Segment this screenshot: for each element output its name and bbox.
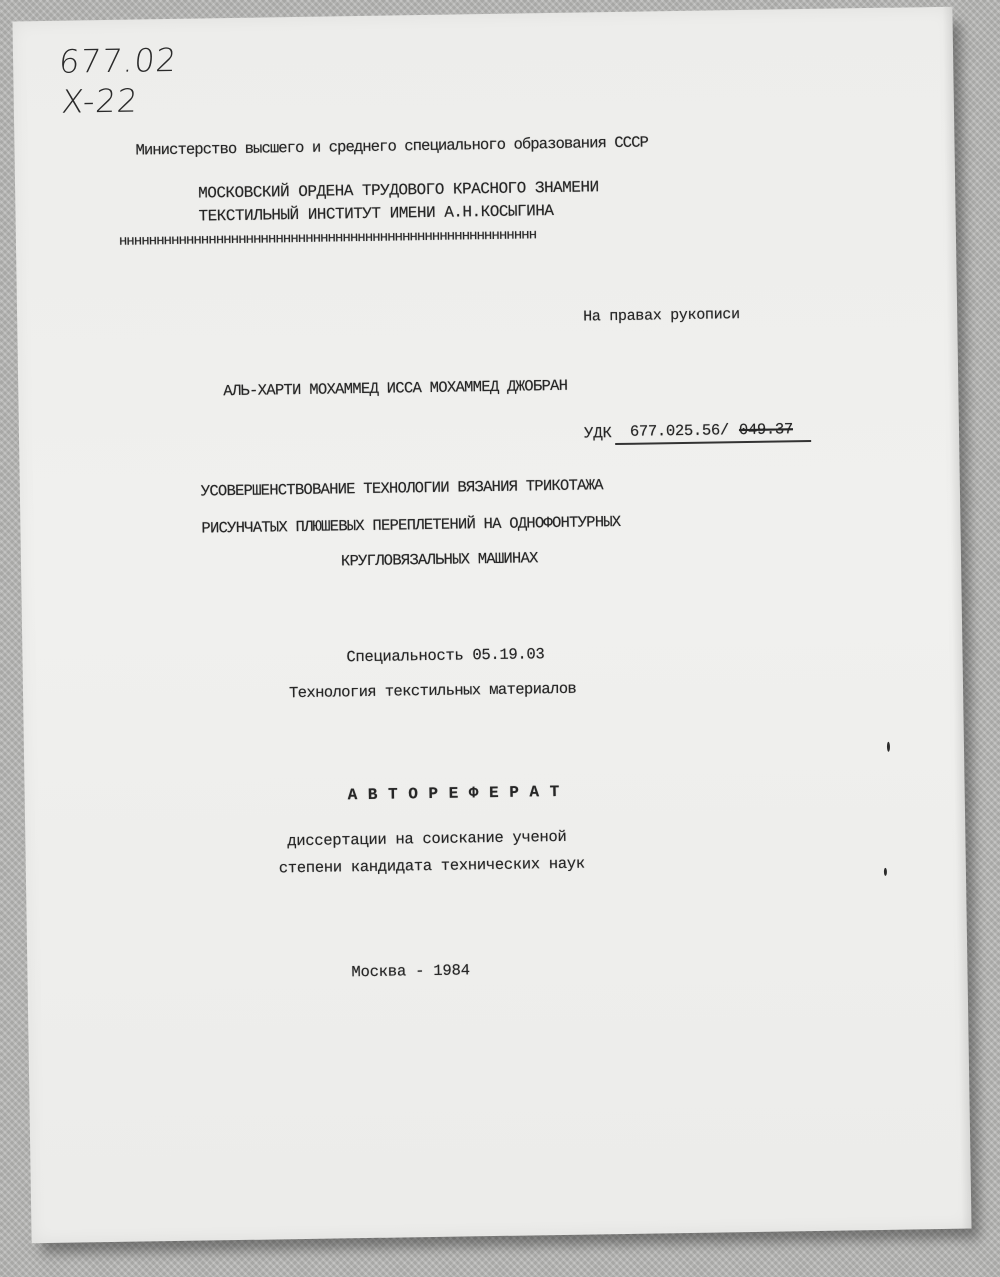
place-and-year: Москва - 1984 [351,961,470,982]
separator-line: нннннннннннннннннннннннннннннннннннннннннннннннннннннннн [118,227,537,250]
udk-crossed-code: 049.37 [738,420,794,440]
title-line-2: РИСУНЧАТЫХ ПЛЮШЕВЫХ ПЕРЕПЛЕТЕНИЙ НА ОДНОФОНТУРНЫХ [201,512,621,538]
document-type: А В Т О Р Е Ф Е Р А Т [347,782,560,805]
udk-label: УДК [583,424,613,443]
specialty-name: Технология текстильных материалов [288,679,577,703]
udk-code: 677.025.56/ [629,421,730,441]
manuscript-note: На правах рукописи [583,306,740,326]
degree-line-2: степени кандидата технических наук [278,854,585,878]
document-page [12,7,971,1244]
institute-line-2: ТЕКСТИЛЬНЫЙ ИНСТИТУТ ИМЕНИ А.Н.КОСЫГИНА [198,201,554,226]
handwritten-code-line2: X-22 [60,81,141,121]
author-name: АЛЬ-ХАРТИ МОХАММЕД ИССА МОХАММЕД ДЖОБРАН [223,376,568,401]
ministry-line: Министерство высшего и среднего специального образования СССР [135,133,649,160]
specialty-line: Специальность 05.19.03 [346,645,545,667]
degree-line-1: диссертации на соискание ученой [287,827,567,851]
ink-speck [884,868,887,876]
udk-underline [615,440,811,445]
institute-line-1: МОСКОВСКИЙ ОРДЕНА ТРУДОВОГО КРАСНОГО ЗНАМЕНИ [198,178,599,203]
handwritten-code-line1: 677.02 [57,40,179,81]
ink-speck [887,742,890,752]
title-line-3: КРУГЛОВЯЗАЛЬНЫХ МАШИНАХ [340,549,538,571]
title-line-1: УСОВЕРШЕНСТВОВАНИЕ ТЕХНОЛОГИИ ВЯЗАНИЯ ТРИКОТАЖА [200,476,603,501]
